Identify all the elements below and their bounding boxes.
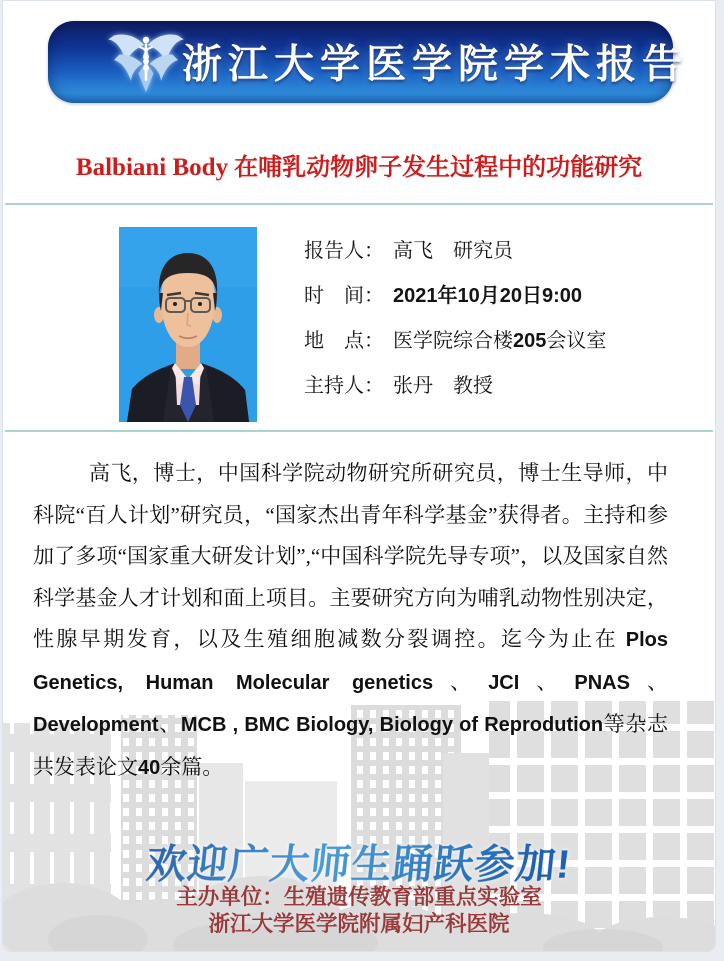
- caduceus-icon: [106, 30, 186, 96]
- bio-separator: 、: [433, 669, 489, 694]
- bio-text-end: 余篇。: [160, 754, 224, 779]
- lecture-title-english: Balbiani Body: [75, 154, 229, 181]
- bio-separator: 、: [158, 712, 181, 736]
- divider-line-bottom: [5, 430, 713, 432]
- info-row-venue: [304, 316, 684, 361]
- organizer-line-1: 主办单位：生殖遗传教育部重点实验室: [176, 885, 542, 909]
- time-label: 时 间：: [304, 285, 384, 307]
- info-row-host: [304, 361, 684, 406]
- bio-text: 高飞，博士，中国科学院动物研究所研究员，博士生导师，中科院“百人计划”研究员，“国家杰出青年科学基金”获得者。主持和参加了多项“国家重大研发计划”,“中国科学院先导专项”，以及国家自然科学基金人才计划和面上项目。主要研究方向为哺乳动物性别决定，性腺早期发育，以及生殖细胞减数分裂调控。迄今为止在: [33, 461, 668, 651]
- speaker-portrait-photo: [119, 227, 257, 422]
- poster-page: [2, 0, 716, 952]
- bio-paper-count: 40: [138, 756, 161, 779]
- speaker-biography: [33, 453, 668, 789]
- banner-title: 浙江大学医学院学术报告: [182, 42, 688, 87]
- bio-journal-more: MCB , BMC Biology, Biology of Reprodution: [180, 714, 604, 736]
- venue-building: 医学院综合楼: [393, 330, 513, 352]
- lecture-info: [304, 226, 684, 406]
- info-row-time: [304, 271, 684, 316]
- lecture-title: [3, 147, 715, 182]
- divider-line-top: [5, 203, 713, 205]
- organizer-footer: [3, 884, 715, 938]
- bio-separator: 、: [519, 669, 575, 694]
- bio-journal-jci: JCI: [488, 671, 520, 694]
- bio-journal-list: Plos Genetics, Human Molecular genetics: [33, 629, 668, 694]
- bio-text-tail: 等杂志共发表论文: [33, 712, 669, 779]
- host-value: 张丹 教授: [393, 375, 493, 397]
- welcome-slogan: 欢迎广大师生踊跃参加!: [2, 833, 716, 890]
- bio-journal-development: Development: [33, 714, 159, 736]
- bio-separator: 、: [629, 669, 669, 694]
- speaker-label: 报告人：: [304, 240, 384, 262]
- venue-value: [393, 324, 606, 353]
- venue-label: 地 点：: [304, 330, 384, 352]
- host-label: 主持人：: [304, 375, 384, 397]
- lecture-title-chinese: 在哺乳动物卵子发生过程中的功能研究: [228, 155, 643, 181]
- time-value: 2021年10月20日9:00: [393, 285, 583, 307]
- header-banner: [48, 21, 688, 103]
- speaker-value: 高飞 研究员: [393, 240, 513, 262]
- venue-room: 会议室: [546, 330, 607, 352]
- bio-journal-pnas: PNAS: [574, 671, 630, 694]
- info-row-speaker: [304, 226, 684, 271]
- organizer-line-2: 浙江大学医学院附属妇产科医院: [208, 912, 510, 936]
- venue-room-number: 205: [513, 330, 547, 352]
